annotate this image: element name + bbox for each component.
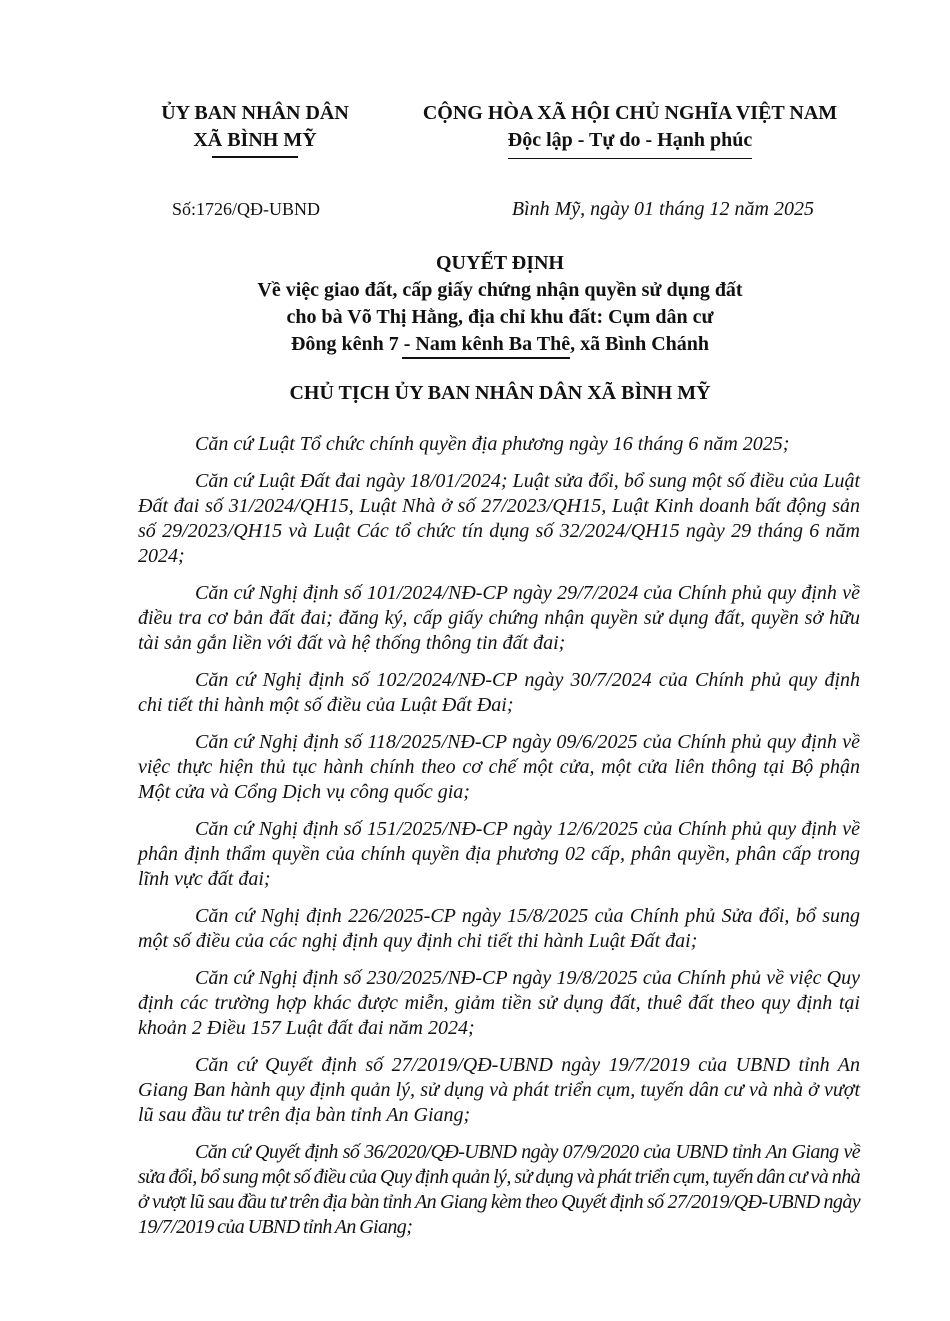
legal-basis-section (138, 432, 860, 1252)
decision-subject-line-3: Đông kênh 7 - Nam kênh Ba Thê, xã Bình Chánh (290, 333, 710, 355)
legal-basis-item: Căn cứ Quyết định số 27/2019/QĐ-UBND ngày 19/7/2019 của UBND tỉnh An Giang Ban hành quy định quản lý, sử dụng và phát triển cụm, tuyến dân cư và nhà ở vượt lũ sau đầu tư trên địa bàn tỉnh An Giang; (138, 1054, 860, 1126)
decision-subject-line-2: cho bà Võ Thị Hằng, địa chỉ khu đất: Cụm dân cư (286, 306, 714, 328)
legal-basis-item: Căn cứ Nghị định số 230/2025/NĐ-CP ngày 19/8/2025 của Chính phủ về việc Quy định các trường hợp khác được miễn, giảm tiền sử dụng đất, thuê đất theo quy định tại khoản 2 Điều 157 Luật đất đai năm 2024; (138, 967, 860, 1039)
issuing-authority: CHỦ TỊCH ỦY BAN NHÂN DÂN XÃ BÌNH MỸ (289, 382, 711, 404)
nation-line-1: CỘNG HÒA XÃ HỘI CHỦ NGHĨA VIỆT NAM (422, 102, 838, 124)
national-motto (400, 100, 860, 159)
decision-subject-line-1: Về việc giao đất, cấp giấy chứng nhận quyền sử dụng đất (257, 279, 743, 301)
decision-type: QUYẾT ĐỊNH (436, 252, 564, 274)
legal-basis-item: Căn cứ Nghị định số 102/2024/NĐ-CP ngày 30/7/2024 của Chính phủ quy định chi tiết thi hành một số điều của Luật Đất Đai; (138, 669, 860, 716)
document-number: Số:1726/QĐ-UBND (172, 199, 321, 219)
org-line-2: XÃ BÌNH MỸ (193, 129, 317, 151)
title-underline (402, 357, 570, 359)
legal-basis-item: Căn cứ Luật Tổ chức chính quyền địa phương ngày 16 tháng 6 năm 2025; (195, 433, 790, 455)
legal-basis-item: Căn cứ Quyết định số 36/2020/QĐ-UBND ngày 07/9/2020 của UBND tỉnh An Giang về sửa đổi, bổ sung một số điều của Quy định quản lý, sử dụng và phát triển cụm, tuyến dân cư và nhà ở vượt lũ sau đầu tư trên địa bàn tỉnh An Giang kèm theo Quyết định số 27/2019/QĐ-UBND ngày 19/7/2019 của UBND tỉnh An Giang; (138, 1141, 860, 1238)
legal-basis-item: Căn cứ Nghị định 226/2025-CP ngày 15/8/2025 của Chính phủ Sửa đổi, bổ sung một số điều của các nghị định quy định chi tiết thi hành Luật Đất đai; (138, 905, 860, 952)
document-date: Bình Mỹ, ngày 01 tháng 12 năm 2025 (511, 198, 814, 220)
decision-title (130, 250, 870, 358)
legal-basis-item: Căn cứ Nghị định số 101/2024/NĐ-CP ngày 29/7/2024 của Chính phủ quy định về điều tra cơ bản đất đai; đăng ký, cấp giấy chứng nhận quyền sử dụng đất, quyền sở hữu tài sản gắn liền với đất và hệ thống thông tin đất đai; (138, 582, 860, 654)
legal-basis-item: Căn cứ Luật Đất đai ngày 18/01/2024; Luật sửa đổi, bổ sung một số điều của Luật Đất đai số 31/2024/QH15, Luật Nhà ở số 27/2023/QH15, Luật Kinh doanh bất động sản số 29/2023/QH15 và Luật Các tổ chức tín dụng số 32/2024/QH15 ngày 29 tháng 6 năm 2024; (138, 470, 860, 567)
nation-line-2: Độc lập - Tự do - Hạnh phúc (508, 127, 752, 159)
org-line-1: ỦY BAN NHÂN DÂN (161, 102, 349, 124)
issuing-organization (130, 100, 380, 158)
legal-basis-item: Căn cứ Nghị định số 118/2025/NĐ-CP ngày 09/6/2025 của Chính phủ quy định về việc thực hiện thủ tục hành chính theo cơ chế một cửa, một cửa liên thông tại Bộ phận Một cửa và Cổng Dịch vụ công quốc gia; (138, 731, 860, 803)
org-underline (212, 156, 298, 158)
legal-basis-item: Căn cứ Nghị định số 151/2025/NĐ-CP ngày 12/6/2025 của Chính phủ quy định về phân định thẩm quyền của chính quyền địa phương 02 cấp, phân quyền, phân cấp trong lĩnh vực đất đai; (138, 818, 860, 890)
